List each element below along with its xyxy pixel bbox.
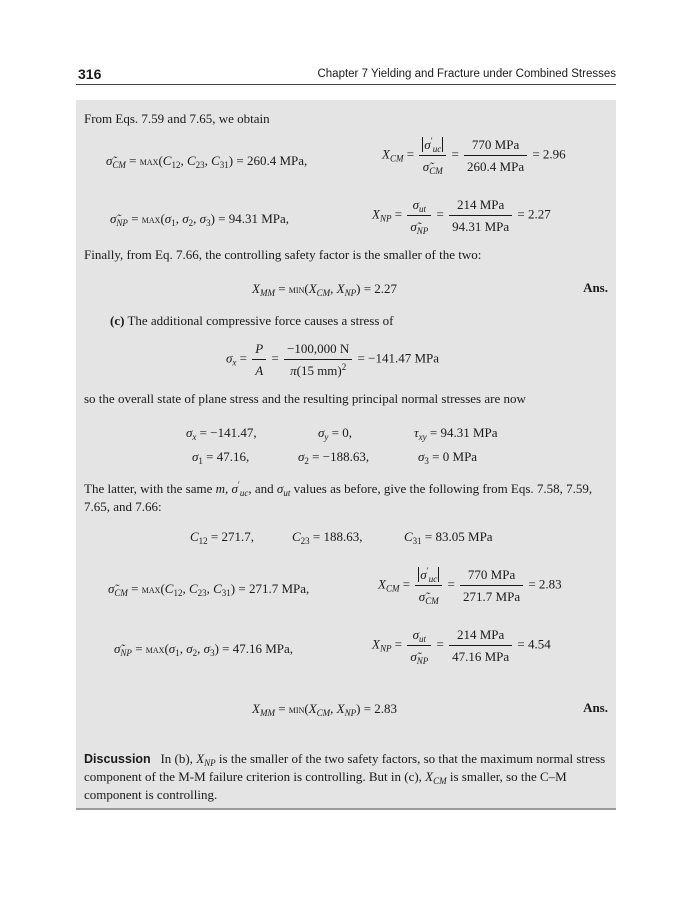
- answer-label-c: Ans.: [583, 700, 608, 715]
- eq-sigma-2-value: $\sigma_2 = -188.63$,: [298, 449, 370, 466]
- discussion-paragraph: Discussion In (b), $X_{NP}$ is the smaller of the two safety factors, so that the maximum normal stress component of the M-M failure criterion is controlling. But in (c), $X_{CM}$ is smaller, so the C–M component is controlling.: [84, 751, 606, 802]
- eq-sigma-3-value: $\sigma_3 = 0$ MPa: [418, 449, 478, 466]
- page-number: 316: [78, 66, 102, 82]
- eq-tau-xy-value: $\tau_{xy} = 94.31$ MPa: [414, 425, 498, 442]
- discussion-heading: Discussion: [84, 752, 151, 766]
- running-header: Chapter 7 Yielding and Fracture under Combined Stresses: [317, 68, 616, 80]
- eq-sigma-np-c: $\sigmã_{NP} = \max(\sigma_1$, $\sigma_2$, $\sigma_3) = 47.16$ MPa,: [114, 641, 294, 658]
- plane-stress-text: so the overall state of plane stress and the resulting principal normal stresses are now: [84, 391, 526, 406]
- eq-c23: $C_{23} = 188.63$,: [292, 529, 363, 546]
- eq-sigma-y-value: $\sigma_y = 0$,: [318, 425, 353, 442]
- eq-x-mm-c: $X_{MM} = \min(X_{CM}$, $X_{NP}) = 2.83$: [252, 701, 398, 718]
- eq-sigma-1-value: $\sigma_1 = 47.16$,: [192, 449, 250, 466]
- part-c-text: (c) The additional compressive force causes a stress of: [110, 313, 394, 328]
- eq-sigma-x-value: $\sigma_x = -141.47$,: [186, 425, 257, 442]
- latter-text: The latter, with the same m, $\sigma'_{uc}$, and $\sigma_{ut}$ values as before, give the following from Eqs. 7.58, 7.59, 7.65, and 7.66:: [84, 480, 593, 514]
- eq-c12: $C_{12} = 271.7$,: [190, 529, 255, 546]
- eq-x-np-b: $X_{NP}$ = $\frac{\sigma_{ut}}{\sigmã_{NP}}$ = $\frac{\text{214 MPa}}{\text{94.31 MPa}}$ = 2.27: [372, 197, 551, 236]
- eq-x-mm-b: $X_{MM} = \min(X_{CM}$, $X_{NP}) = 2.27$: [252, 281, 398, 298]
- example-box: [76, 100, 616, 810]
- eq-sigma-cm-c: $\sigmã_{CM} = \max(C_{12}$, $C_{23}$, $C_{31}) = 271.7$ MPa,: [108, 581, 310, 598]
- eq-x-cm-b: $X_{CM}$ = $\frac{\sigma'_{uc}}{\sigmã_{CM}}$ = $\frac{\text{770 MPa}}{\text{260.4 MPa}}$ = 2.96: [382, 136, 566, 176]
- eq-sigma-cm-b: $\sigmã_{CM} = \max(C_{12}$, $C_{23}$, $C_{31}) = 260.4$ MPa,: [106, 153, 308, 170]
- eq-c31: $C_{31} = 83.05$ MPa: [404, 529, 493, 546]
- eq-sigma-np-b: $\sigmã_{NP} = \max(\sigma_1$, $\sigma_2$, $\sigma_3) = 94.31$ MPa,: [110, 211, 290, 228]
- finally-text: Finally, from Eq. 7.66, the controlling safety factor is the smaller of the two:: [84, 247, 482, 262]
- intro-text: From Eqs. 7.59 and 7.65, we obtain: [84, 111, 270, 126]
- eq-x-cm-c: $X_{CM}$ = $\frac{\sigma'_{uc}}{\sigmã_{CM}}$ = $\frac{\text{770 MPa}}{\text{271.7 MPa}}$ = 2.83: [378, 566, 562, 606]
- eq-sigma-x: $\sigma_x$ = $\frac{P}{A}$ = $\frac{-100,000 N}{\pi(15 mm)^2}$ = −141.47 MPa: [226, 341, 440, 378]
- eq-x-np-c: $X_{NP}$ = $\frac{\sigma_{ut}}{\sigmã_{NP}}$ = $\frac{\text{214 MPa}}{\text{47.16 MPa}}$ = 4.54: [372, 627, 551, 666]
- answer-label-b: Ans.: [583, 280, 608, 295]
- header-rule: [76, 84, 616, 85]
